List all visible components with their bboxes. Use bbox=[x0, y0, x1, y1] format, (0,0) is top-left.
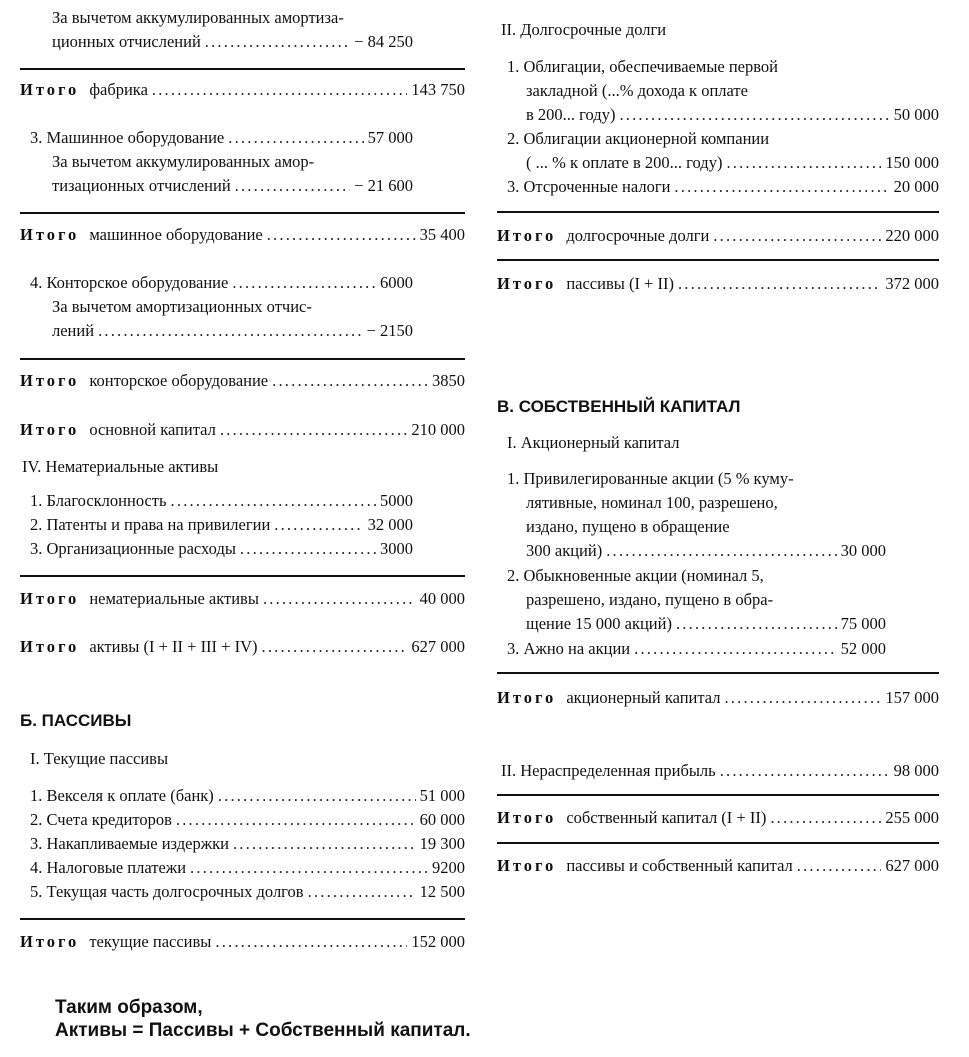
divider bbox=[497, 794, 939, 796]
premium-row: 3. Ажно на акции ..... 52 000 bbox=[507, 639, 886, 659]
intangibles-heading: IV. Нематериальные активы bbox=[22, 457, 219, 476]
total-fixed-row: Итого основной капитал ..... 210 000 bbox=[20, 420, 465, 440]
current-liabilities-heading: I. Текущие пассивы bbox=[30, 749, 169, 768]
leader-dots bbox=[228, 128, 363, 148]
divider bbox=[497, 211, 939, 213]
leader-dots bbox=[634, 639, 836, 659]
leader-dots bbox=[235, 176, 351, 196]
longterm-item1-line1: 1. Облигации, обеспечиваемые первой bbox=[507, 57, 779, 76]
total-intangibles-row: Итого нематериальные активы ..... 40 000 bbox=[20, 589, 465, 609]
total-liabilities-row: Итого пассивы (I + II) ..... 372 000 bbox=[497, 274, 939, 294]
office-deduction-line1: За вычетом амортизационных отчис- bbox=[52, 297, 312, 316]
machinery-deduction-row: тизационных отчислений ..... − 21 600 bbox=[52, 176, 413, 196]
leader-dots bbox=[218, 786, 416, 806]
leader-dots bbox=[240, 539, 376, 559]
divider bbox=[497, 842, 939, 844]
leader-dots bbox=[267, 225, 416, 245]
leader-dots bbox=[619, 105, 889, 125]
retained-earnings-row: II. Нераспределенная прибыль ..... 98 000 bbox=[501, 761, 939, 781]
divider bbox=[20, 68, 465, 70]
share-capital-heading: I. Акционерный капитал bbox=[507, 433, 680, 452]
conclusion-equation: Активы = Пассивы + Собственный капитал. bbox=[55, 1020, 471, 1041]
leader-dots bbox=[272, 371, 428, 391]
leader-dots bbox=[676, 614, 837, 634]
liabilities-heading: Б. ПАССИВЫ bbox=[20, 711, 132, 730]
leader-dots bbox=[770, 808, 881, 828]
total-equity-row: Итого собственный капитал (I + II) ..... 255 000 bbox=[497, 808, 939, 828]
factory-deduction-row: ционных отчислений ..... − 84 250 bbox=[52, 32, 413, 52]
current-liability-item: 1. Векселя к оплате (банк) ..... 51 000 bbox=[30, 786, 465, 806]
longterm-item2-row: ( ... % к оплате в 200... году) ..... 150 000 bbox=[526, 153, 939, 173]
divider bbox=[20, 212, 465, 214]
leader-dots bbox=[263, 589, 416, 609]
total-longterm-row: Итого долгосрочные долги ..... 220 000 bbox=[497, 226, 939, 246]
longterm-item3-row: 3. Отсроченные налоги ..... 20 000 bbox=[507, 177, 939, 197]
leader-dots bbox=[674, 177, 889, 197]
divider bbox=[497, 259, 939, 261]
leader-dots bbox=[152, 80, 407, 100]
common-line2: разрешено, издано, пущено в обра- bbox=[526, 590, 774, 609]
total-machinery-row: Итого машинное оборудование ..... 35 400 bbox=[20, 225, 465, 245]
office-deduction-row: лений ..... − 2150 bbox=[52, 321, 413, 341]
office-row: 4. Конторское оборудование ..... 6000 bbox=[30, 273, 413, 293]
leader-dots bbox=[606, 541, 836, 561]
leader-dots bbox=[171, 491, 376, 511]
common-row: щение 15 000 акций) ..... 75 000 bbox=[526, 614, 886, 634]
leader-dots bbox=[232, 273, 376, 293]
longterm-item1-line2: закладной (...% дохода к оплате bbox=[526, 81, 748, 100]
divider bbox=[20, 358, 465, 360]
intangible-item: 1. Благосклонность ..... 5000 bbox=[30, 491, 413, 511]
machinery-deduction-line1: За вычетом аккумулированных амор- bbox=[52, 152, 315, 171]
preferred-row: 300 акций) ..... 30 000 bbox=[526, 541, 886, 561]
longterm-item1-row: в 200... году) ..... 50 000 bbox=[526, 105, 939, 125]
leader-dots bbox=[220, 420, 408, 440]
intangible-item: 3. Организационные расходы ..... 3000 bbox=[30, 539, 413, 559]
total-assets-row: Итого активы (I + II + III + IV) ..... 627 000 bbox=[20, 637, 465, 657]
total-office-row: Итого конторское оборудование ..... 3850 bbox=[20, 371, 465, 391]
intangible-item: 2. Патенты и права на привилегии ..... 32 000 bbox=[30, 515, 413, 535]
factory-deduction-line1: За вычетом аккумулированных амортиза- bbox=[52, 8, 344, 27]
common-line1: 2. Обыкновенные акции (номинал 5, bbox=[507, 566, 764, 585]
leader-dots bbox=[724, 688, 881, 708]
total-liabilities-equity-row: Итого пассивы и собственный капитал ..... 627 000 bbox=[497, 856, 939, 876]
leader-dots bbox=[176, 810, 416, 830]
conclusion-line1: Таким образом, bbox=[55, 997, 203, 1018]
current-liability-item: 3. Накапливаемые издержки ..... 19 300 bbox=[30, 834, 465, 854]
leader-dots bbox=[233, 834, 416, 854]
longterm-item2-line1: 2. Облигации акционерной компании bbox=[507, 129, 770, 148]
current-liability-item: 5. Текущая часть долгосрочных долгов ..... 12 500 bbox=[30, 882, 465, 902]
leader-dots bbox=[797, 856, 882, 876]
equity-heading: В. СОБСТВЕННЫЙ КАПИТАЛ bbox=[497, 397, 741, 416]
longterm-heading: II. Долгосрочные долги bbox=[501, 20, 667, 39]
leader-dots bbox=[274, 515, 363, 535]
total-current-row: Итого текущие пассивы ..... 152 000 bbox=[20, 932, 465, 952]
leader-dots bbox=[215, 932, 407, 952]
machinery-row: 3. Машинное оборудование ..... 57 000 bbox=[30, 128, 413, 148]
preferred-line1: 1. Привилегированные акции (5 % куму- bbox=[507, 469, 794, 488]
total-factory-row: Итого фабрика ..... 143 750 bbox=[20, 80, 465, 100]
current-liability-item: 4. Налоговые платежи ..... 9200 bbox=[30, 858, 465, 878]
total-share-capital-row: Итого акционерный капитал ..... 157 000 bbox=[497, 688, 939, 708]
preferred-line2: лятивные, номинал 100, разрешено, bbox=[526, 493, 778, 512]
divider bbox=[20, 918, 465, 920]
leader-dots bbox=[720, 761, 890, 781]
total-factory-value: 143 750 bbox=[411, 80, 465, 99]
current-liability-item: 2. Счета кредиторов ..... 60 000 bbox=[30, 810, 465, 830]
preferred-line3: издано, пущено в обращение bbox=[526, 517, 730, 536]
leader-dots bbox=[308, 882, 416, 902]
divider bbox=[20, 575, 465, 577]
leader-dots bbox=[98, 321, 363, 341]
leader-dots bbox=[205, 32, 350, 52]
leader-dots bbox=[262, 637, 408, 657]
factory-deduction-value: − 84 250 bbox=[354, 32, 413, 51]
leader-dots bbox=[190, 858, 428, 878]
leader-dots bbox=[726, 153, 881, 173]
divider bbox=[497, 672, 939, 674]
leader-dots bbox=[713, 226, 881, 246]
leader-dots bbox=[678, 274, 881, 294]
